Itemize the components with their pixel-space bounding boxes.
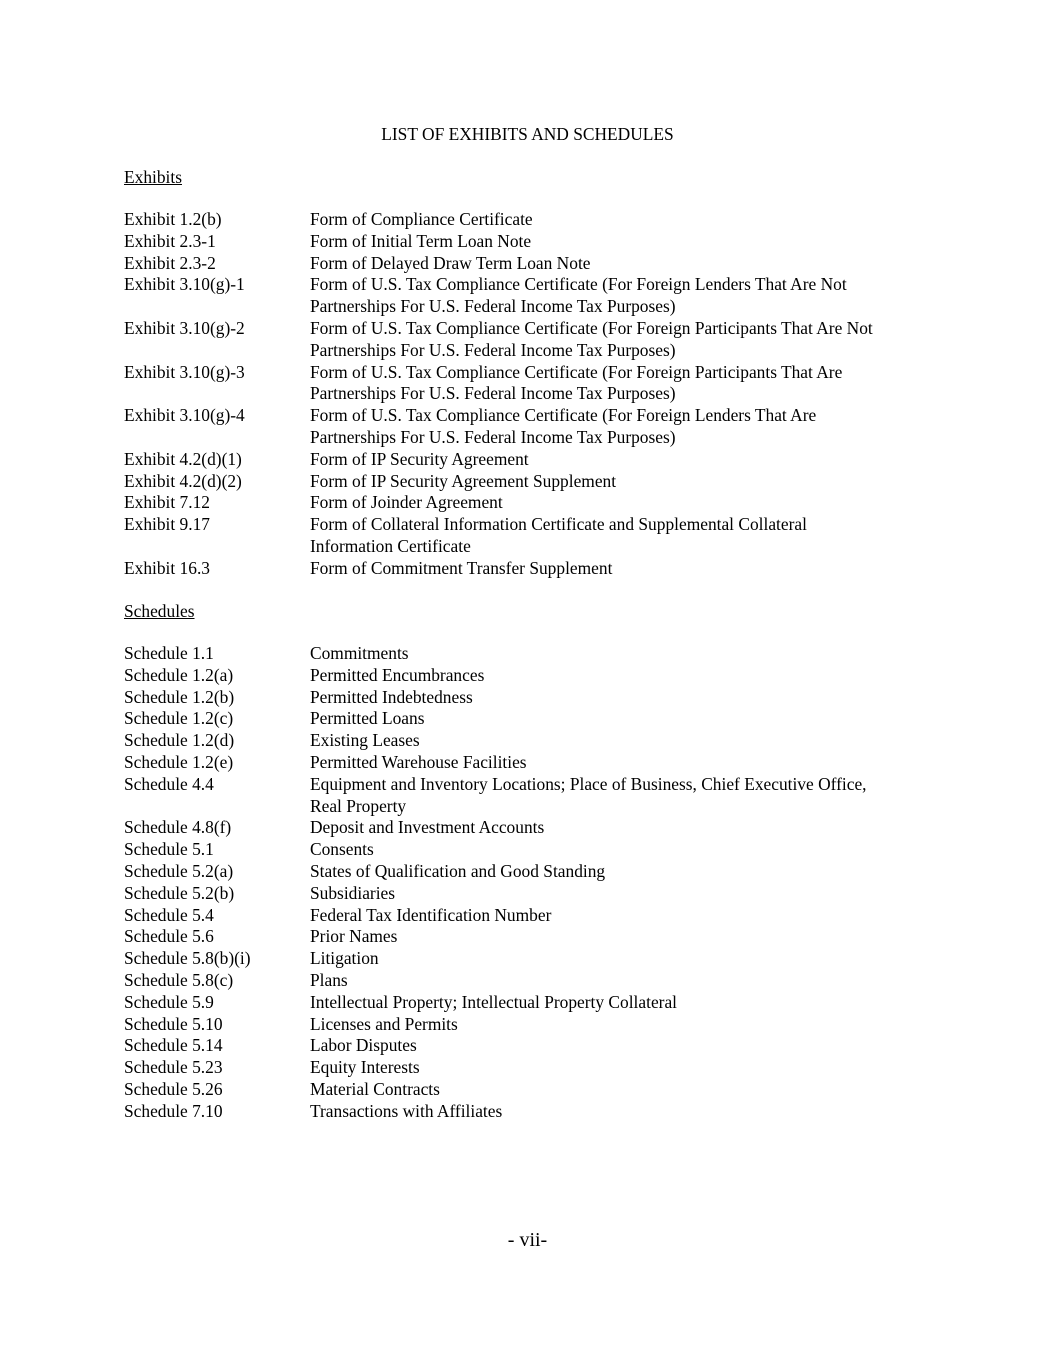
schedule-entry xyxy=(124,774,944,818)
exhibit-entry-description xyxy=(310,492,944,514)
schedule-entry xyxy=(124,687,944,709)
schedule-entry-description xyxy=(310,883,944,905)
page-title: LIST OF EXHIBITS AND SCHEDULES xyxy=(381,124,674,144)
schedule-entry-label: Schedule 5.2(a) xyxy=(124,860,234,881)
schedule-entry-label: Schedule 5.1 xyxy=(124,839,214,860)
exhibit-entry xyxy=(124,318,944,362)
schedule-entry xyxy=(124,665,944,687)
schedule-entry-description xyxy=(310,839,944,861)
schedule-entry-description xyxy=(310,948,944,970)
exhibit-entry xyxy=(124,231,944,253)
schedule-entry xyxy=(124,861,944,883)
exhibit-entry-description xyxy=(310,209,944,231)
schedule-entry-description-line: Real Property xyxy=(310,795,407,816)
schedule-entry xyxy=(124,752,944,774)
schedule-entry-description-line: Permitted Loans xyxy=(310,708,425,729)
exhibit-entry-description-line: Form of IP Security Agreement Supplement xyxy=(310,470,617,491)
schedule-entry-label: Schedule 5.14 xyxy=(124,1035,223,1056)
exhibit-entry xyxy=(124,492,944,514)
exhibits-heading: Exhibits xyxy=(124,167,182,187)
exhibit-entry xyxy=(124,558,944,580)
exhibit-entry-label: Exhibit 16.3 xyxy=(124,557,210,578)
exhibit-entry xyxy=(124,274,944,318)
schedule-entry xyxy=(124,1014,944,1036)
schedule-entry-description-line: Permitted Indebtedness xyxy=(310,686,473,707)
schedules-heading: Schedules xyxy=(124,601,195,621)
schedule-entry-description xyxy=(310,752,944,774)
exhibit-entry-description xyxy=(310,471,944,493)
schedule-entry-description xyxy=(310,1079,944,1101)
exhibit-entry xyxy=(124,362,944,406)
exhibit-entry-label: Exhibit 1.2(b) xyxy=(124,209,222,229)
schedule-entry-label: Schedule 1.2(d) xyxy=(124,730,235,751)
schedule-entry xyxy=(124,1101,944,1123)
schedule-entry-description xyxy=(310,817,944,839)
schedule-entry-description xyxy=(310,1035,944,1057)
schedule-entry-label: Schedule 5.9 xyxy=(124,991,214,1012)
exhibit-entry-description-line: Partnerships For U.S. Federal Income Tax Purposes) xyxy=(310,339,676,360)
schedule-entry-description xyxy=(310,905,944,927)
schedule-entry-label: Schedule 1.2(c) xyxy=(124,708,234,729)
exhibit-entry-description-line: Form of Compliance Certificate xyxy=(310,209,533,229)
schedule-entry-description xyxy=(310,1057,944,1079)
exhibit-entry-description xyxy=(310,405,944,449)
schedule-entry-description xyxy=(310,861,944,883)
exhibit-entry-description-line: Partnerships For U.S. Federal Income Tax Purposes) xyxy=(310,383,676,404)
exhibit-entry-description-line: Form of Delayed Draw Term Loan Note xyxy=(310,252,591,273)
schedule-entry-description xyxy=(310,1014,944,1036)
exhibit-entry-description-line: Form of Joinder Agreement xyxy=(310,492,503,513)
schedule-entry xyxy=(124,883,944,905)
exhibit-entry-description-line: Partnerships For U.S. Federal Income Tax Purposes) xyxy=(310,296,676,317)
schedule-entry-description-line: Licenses and Permits xyxy=(310,1013,458,1034)
schedule-entry xyxy=(124,1057,944,1079)
exhibits-list xyxy=(124,209,944,580)
schedule-entry-description-line: Existing Leases xyxy=(310,730,420,751)
schedule-entry xyxy=(124,817,944,839)
schedules-list xyxy=(124,643,944,1123)
schedule-entry-label: Schedule 5.4 xyxy=(124,904,214,925)
schedule-entry-label: Schedule 1.2(e) xyxy=(124,751,234,772)
schedule-entry-label: Schedule 1.2(b) xyxy=(124,686,235,707)
schedule-entry-label: Schedule 4.4 xyxy=(124,773,214,794)
exhibit-entry-description xyxy=(310,253,944,275)
schedule-entry xyxy=(124,1079,944,1101)
schedule-entry-description xyxy=(310,774,944,818)
schedule-entry-label: Schedule 5.8(b)(i) xyxy=(124,948,251,969)
exhibit-entry-description-line: Form of IP Security Agreement xyxy=(310,448,529,469)
schedule-entry-description xyxy=(310,643,944,665)
exhibit-entry-description-line: Form of U.S. Tax Compliance Certificate (For Foreign Lenders That Are Not xyxy=(310,274,847,295)
schedule-entry-description-line: Equipment and Inventory Locations; Place of Business, Chief Executive Office, xyxy=(310,773,867,794)
schedule-entry-description xyxy=(310,926,944,948)
schedule-entry-label: Schedule 7.10 xyxy=(124,1100,223,1121)
exhibit-entry-description-line: Information Certificate xyxy=(310,535,471,556)
schedule-entry-description xyxy=(310,992,944,1014)
schedule-entry-description xyxy=(310,687,944,709)
schedule-entry-description-line: Plans xyxy=(310,969,348,990)
exhibit-entry xyxy=(124,209,944,231)
exhibit-entry-label: Exhibit 3.10(g)-4 xyxy=(124,405,245,426)
exhibit-entry-description xyxy=(310,449,944,471)
schedule-entry xyxy=(124,643,944,665)
schedule-entry-label: Schedule 5.6 xyxy=(124,926,214,947)
exhibit-entry-description-line: Form of Initial Term Loan Note xyxy=(310,230,532,251)
schedule-entry xyxy=(124,905,944,927)
schedule-entry xyxy=(124,708,944,730)
page-number: - vii- xyxy=(507,1229,548,1251)
exhibit-entry-label: Exhibit 4.2(d)(1) xyxy=(124,448,242,469)
exhibit-entry-label: Exhibit 9.17 xyxy=(124,514,210,535)
schedule-entry-description xyxy=(310,730,944,752)
schedule-entry-description-line: Transactions with Affiliates xyxy=(310,1100,503,1121)
exhibit-entry-description xyxy=(310,558,944,580)
schedule-entry-description-line: Permitted Encumbrances xyxy=(310,664,485,685)
exhibit-entry-description-line: Form of Collateral Information Certificate and Supplemental Collateral xyxy=(310,514,807,535)
exhibit-entry-description-line: Form of U.S. Tax Compliance Certificate (For Foreign Participants That Are xyxy=(310,361,843,382)
schedule-entry xyxy=(124,926,944,948)
exhibit-entry-description xyxy=(310,362,944,406)
exhibit-entry-description xyxy=(310,318,944,362)
schedule-entry-label: Schedule 4.8(f) xyxy=(124,817,232,838)
schedule-entry-label: Schedule 5.23 xyxy=(124,1057,223,1078)
exhibit-entry-description-line: Form of Commitment Transfer Supplement xyxy=(310,557,613,578)
exhibit-entry-description xyxy=(310,274,944,318)
schedule-entry xyxy=(124,1035,944,1057)
schedule-entry-description-line: Consents xyxy=(310,839,374,860)
exhibit-entry-label: Exhibit 3.10(g)-2 xyxy=(124,317,245,338)
exhibit-entry-description xyxy=(310,231,944,253)
exhibit-entry-description xyxy=(310,514,944,558)
exhibit-entry-label: Exhibit 7.12 xyxy=(124,492,210,513)
schedule-entry-description-line: Material Contracts xyxy=(310,1078,440,1099)
exhibit-entry-label: Exhibit 3.10(g)-3 xyxy=(124,361,245,382)
schedule-entry-description xyxy=(310,665,944,687)
exhibit-entry-label: Exhibit 2.3-1 xyxy=(124,230,216,251)
schedule-entry-description xyxy=(310,1101,944,1123)
exhibit-entry-description-line: Partnerships For U.S. Federal Income Tax Purposes) xyxy=(310,426,676,447)
schedule-entry-description-line: Equity Interests xyxy=(310,1057,420,1078)
schedule-entry-description-line: Litigation xyxy=(310,948,379,969)
exhibit-entry xyxy=(124,514,944,558)
schedule-entry-description-line: Commitments xyxy=(310,643,409,663)
schedule-entry-label: Schedule 1.1 xyxy=(124,643,214,663)
schedule-entry-label: Schedule 5.2(b) xyxy=(124,882,235,903)
schedule-entry-label: Schedule 5.8(c) xyxy=(124,969,234,990)
schedule-entry-label: Schedule 5.10 xyxy=(124,1013,223,1034)
schedule-entry xyxy=(124,992,944,1014)
schedule-entry xyxy=(124,730,944,752)
exhibit-entry xyxy=(124,449,944,471)
exhibit-entry-label: Exhibit 4.2(d)(2) xyxy=(124,470,242,491)
schedule-entry xyxy=(124,948,944,970)
schedule-entry-description-line: Federal Tax Identification Number xyxy=(310,904,552,925)
exhibit-entry-description-line: Form of U.S. Tax Compliance Certificate (For Foreign Lenders That Are xyxy=(310,405,817,426)
exhibit-entry xyxy=(124,405,944,449)
schedule-entry-label: Schedule 1.2(a) xyxy=(124,664,234,685)
exhibit-entry-label: Exhibit 2.3-2 xyxy=(124,252,216,273)
exhibit-entry xyxy=(124,471,944,493)
exhibit-entry xyxy=(124,253,944,275)
schedule-entry-description-line: Intellectual Property; Intellectual Property Collateral xyxy=(310,991,678,1012)
exhibit-entry-description-line: Form of U.S. Tax Compliance Certificate (For Foreign Participants That Are Not xyxy=(310,317,873,338)
schedule-entry-description-line: Prior Names xyxy=(310,926,398,947)
schedule-entry-label: Schedule 5.26 xyxy=(124,1078,223,1099)
schedule-entry-description-line: Deposit and Investment Accounts xyxy=(310,817,545,838)
schedule-entry-description-line: Labor Disputes xyxy=(310,1035,417,1056)
schedule-entry-description-line: Permitted Warehouse Facilities xyxy=(310,751,527,772)
schedule-entry xyxy=(124,839,944,861)
schedule-entry-description-line: Subsidiaries xyxy=(310,882,396,903)
exhibit-entry-label: Exhibit 3.10(g)-1 xyxy=(124,274,245,295)
schedule-entry-description xyxy=(310,970,944,992)
schedule-entry-description-line: States of Qualification and Good Standing xyxy=(310,860,606,881)
schedule-entry-description xyxy=(310,708,944,730)
schedule-entry xyxy=(124,970,944,992)
